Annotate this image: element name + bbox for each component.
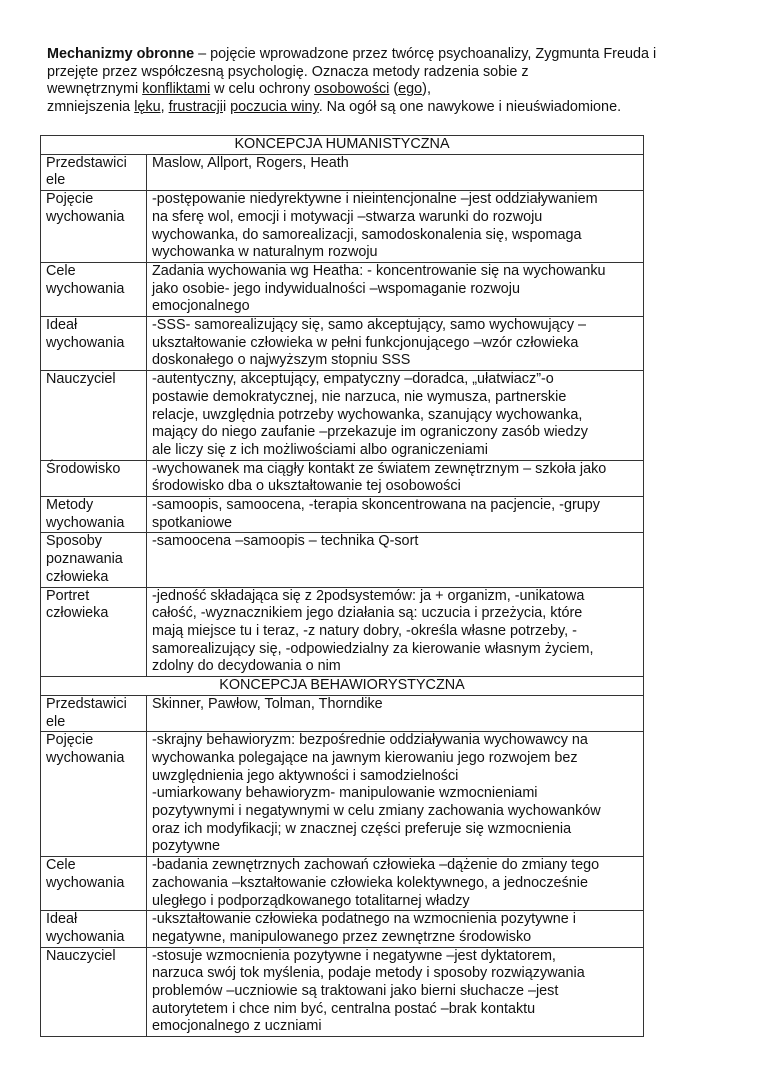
row-content-line: -samoocena –samoopis – technika Q-sort <box>152 533 419 550</box>
intro-text: , <box>160 99 169 116</box>
row-label <box>41 857 147 911</box>
row-content-line: zdolny do decydowania o nim <box>152 658 341 675</box>
row-label <box>41 154 147 190</box>
row-content <box>147 857 644 911</box>
row-content <box>147 533 644 587</box>
table-row <box>41 497 644 533</box>
row-content-line: pozytywne <box>152 838 220 855</box>
intro-text: zmniejszenia <box>47 99 135 116</box>
row-content-line: emocjonalnego <box>152 298 250 315</box>
intro-line <box>47 99 747 117</box>
table-row <box>41 695 644 731</box>
row-content <box>147 262 644 316</box>
row-content-line: wychowanka polegające na jawnym kierowaniu jego rozwojem bez <box>152 749 578 766</box>
row-content-line: -stosuje wzmocnienia pozytywne i negatywne –jest dyktatorem, <box>152 947 556 964</box>
row-label-line: Ideał <box>46 317 78 334</box>
row-label-line: Cele <box>46 857 76 874</box>
row-content <box>147 947 644 1037</box>
intro-text: ( <box>389 81 399 98</box>
row-label-line: Ideał <box>46 911 78 928</box>
row-content-line: wychowanka, do samorealizacji, samodoskonalenia się, wspomaga <box>152 226 582 243</box>
row-label <box>41 732 147 857</box>
table-row <box>41 317 644 371</box>
table-row <box>41 460 644 496</box>
intro-link-term: lęku <box>134 99 161 116</box>
row-label-line: Środowisko <box>46 460 121 477</box>
row-label-line: Portret <box>46 587 90 604</box>
intro-line <box>47 64 747 82</box>
row-label <box>41 460 147 496</box>
row-content <box>147 911 644 947</box>
row-label-line: Nauczyciel <box>46 947 116 964</box>
row-label-line: poznawania <box>46 551 123 568</box>
row-content-line: -umiarkowany behawioryzm- manipulowanie wzmocnieniami <box>152 785 538 802</box>
row-content-line: postawie demokratycznej, nie narzuca, nie wymusza, partnerskie <box>152 388 567 405</box>
row-label-line: Przedstawici <box>46 695 127 712</box>
intro-line <box>47 46 747 64</box>
row-content-line: pozytywnymi i negatywnymi w celu zmiany zachowania wychowanków <box>152 803 601 820</box>
row-content-line: emocjonalnego z uczniami <box>152 1018 322 1035</box>
row-label-line: Cele <box>46 262 76 279</box>
row-label-line: wychowania <box>46 749 125 766</box>
row-content-line: -autentyczny, akceptujący, empatyczny –doradca, „ułatwiacz”-o <box>152 371 554 388</box>
row-content-line: doskonałego o najwyższym stopniu SSS <box>152 352 411 369</box>
row-content-line: narzuca swój tok myślenia, podaje metody i sposoby rozwiązywania <box>152 965 585 982</box>
intro-link-term: poczucia winy <box>230 99 319 116</box>
intro-paragraph <box>47 46 747 117</box>
table-row <box>41 154 644 190</box>
row-label-line: wychowania <box>46 928 125 945</box>
row-content-line: spotkaniowe <box>152 514 232 531</box>
intro-link-term: frustracji <box>168 99 223 116</box>
row-content <box>147 732 644 857</box>
row-content-line: oraz ich modyfikacji; w znacznej części preferuje się wzmocnienia <box>152 820 572 837</box>
section-title: KONCEPCJA HUMANISTYCZNA <box>41 136 644 155</box>
row-content <box>147 460 644 496</box>
row-label-line: Pojęcie <box>46 732 94 749</box>
intro-link-term: konfliktami <box>142 81 211 98</box>
row-content-line: ale liczy się z ich możliwościami albo ograniczeniami <box>152 441 488 458</box>
row-content-line: uległego i podporządkowanego totalitarnej władzy <box>152 892 470 909</box>
row-content-line: -skrajny behawioryzm: bezpośrednie oddziaływania wychowawcy na <box>152 732 588 749</box>
row-label-line: wychowania <box>46 280 125 297</box>
section-header-row <box>41 677 644 696</box>
row-content-line: mający do niego zaufanie –przekazuje im ograniczony zasób wiedzy <box>152 424 588 441</box>
row-content-line: środowisko dba o ukształtowanie tej osobowości <box>152 478 461 495</box>
row-content <box>147 587 644 677</box>
row-content <box>147 154 644 190</box>
row-content-line: relacje, uwzględnia potrzeby wychowanka, szanujący wychowanka, <box>152 406 583 423</box>
intro-text: . Na ogół są one nawykowe i nieuświadomione. <box>318 99 622 116</box>
row-label <box>41 191 147 263</box>
row-label <box>41 587 147 677</box>
intro-link-term: osobowości <box>314 81 390 98</box>
row-content <box>147 371 644 461</box>
intro-text: w celu ochrony <box>210 81 315 98</box>
intro-text: – pojęcie wprowadzone przez twórcę psychoanalizy, Zygmunta Freuda i <box>194 46 657 62</box>
row-content-line: zachowania –kształtowanie człowieka kolektywnego, a jednocześnie <box>152 874 588 891</box>
table-row <box>41 732 644 857</box>
row-content-line: mają miejsce tu i teraz, -z natury dobry, -określa własne potrzeby, - <box>152 622 577 639</box>
row-label-line: człowieka <box>46 568 109 585</box>
row-content-line: -ukształtowanie człowieka podatnego na wzmocnienia pozytywne i <box>152 911 576 928</box>
row-content-line: jako osobie- jego indywidualności –wspomaganie rozwoju <box>152 280 520 297</box>
row-label-line: Pojęcie <box>46 191 94 208</box>
row-content-line: negatywne, manipulowanego przez zewnętrzne środowisko <box>152 928 532 945</box>
row-content <box>147 695 644 731</box>
row-label <box>41 317 147 371</box>
row-label-line: Nauczyciel <box>46 371 116 388</box>
intro-line <box>47 81 747 99</box>
row-content-line: -postępowanie niedyrektywne i nieintencjonalne –jest oddziaływaniem <box>152 191 598 208</box>
row-label-line: Sposoby <box>46 533 103 550</box>
row-content-line: Skinner, Pawłow, Tolman, Thorndike <box>152 695 383 712</box>
row-content-line: uwzględnienia jego aktywności i samodzielności <box>152 767 459 784</box>
table-row <box>41 533 644 587</box>
row-content-line: -wychowanek ma ciągły kontakt ze światem zewnętrznym – szkoła jako <box>152 460 607 477</box>
table-row <box>41 262 644 316</box>
row-label <box>41 262 147 316</box>
row-content-line: całość, -wyznacznikiem jego działania są: uczucia i przeżycia, które <box>152 605 583 622</box>
row-content-line: wychowanka w naturalnym rozwoju <box>152 244 378 261</box>
row-label <box>41 371 147 461</box>
row-content-line: problemów –uczniowie są traktowani jako bierni słuchacze –jest <box>152 983 559 1000</box>
row-content-line: Maslow, Allport, Rogers, Heath <box>152 154 349 171</box>
row-label-line: wychowania <box>46 334 125 351</box>
row-content-line: autorytetem i chce nim być, centralna postać –brak kontaktu <box>152 1000 536 1017</box>
row-content-line: na sferę wol, emocji i motywacji –stwarza warunki do rozwoju <box>152 208 543 225</box>
table-row <box>41 911 644 947</box>
concepts-table <box>40 135 644 1037</box>
row-label-line: wychowania <box>46 874 125 891</box>
intro-term: Mechanizmy obronne <box>47 46 195 62</box>
row-label <box>41 911 147 947</box>
row-content <box>147 497 644 533</box>
row-content <box>147 317 644 371</box>
intro-text: ), <box>422 81 431 98</box>
row-label-line: ele <box>46 172 66 189</box>
intro-text: i <box>222 99 231 116</box>
row-content-line: -SSS- samorealizujący się, samo akceptujący, samo wychowujący – <box>152 317 587 334</box>
table-row <box>41 947 644 1037</box>
intro-text: wewnętrznymi <box>47 81 143 98</box>
row-content-line: Zadania wychowania wg Heatha: - koncentrowanie się na wychowanku <box>152 262 606 279</box>
row-content-line: samorealizujący się, -odpowiedzialny za kierowanie własnym życiem, <box>152 640 594 657</box>
row-content-line: -jedność składająca się z 2podsystemów: ja + organizm, -unikatowa <box>152 587 585 604</box>
intro-link-term: ego <box>398 81 423 98</box>
intro-text: przejęte przez współczesną psychologię. Oznacza metody radzenia sobie z <box>47 63 529 80</box>
row-label <box>41 947 147 1037</box>
row-content-line: -samoopis, samoocena, -terapia skoncentrowana na pacjencie, -grupy <box>152 497 600 514</box>
row-label <box>41 497 147 533</box>
row-label <box>41 695 147 731</box>
row-label <box>41 533 147 587</box>
section-header-row <box>41 136 644 155</box>
row-label-line: wychowania <box>46 208 125 225</box>
table-row <box>41 857 644 911</box>
row-label-line: człowieka <box>46 605 109 622</box>
table-row <box>41 371 644 461</box>
row-label-line: Metody <box>46 497 94 514</box>
section-title: KONCEPCJA BEHAWIORYSTYCZNA <box>41 677 644 696</box>
table-row <box>41 587 644 677</box>
row-label-line: Przedstawici <box>46 154 127 171</box>
row-content-line: ukształtowanie człowieka w pełni funkcjonującego –wzór człowieka <box>152 334 579 351</box>
table-row <box>41 191 644 263</box>
row-content-line: -badania zewnętrznych zachowań człowieka –dążenie do zmiany tego <box>152 857 600 874</box>
row-label-line: wychowania <box>46 514 125 531</box>
row-label-line: ele <box>46 713 66 730</box>
row-content <box>147 191 644 263</box>
